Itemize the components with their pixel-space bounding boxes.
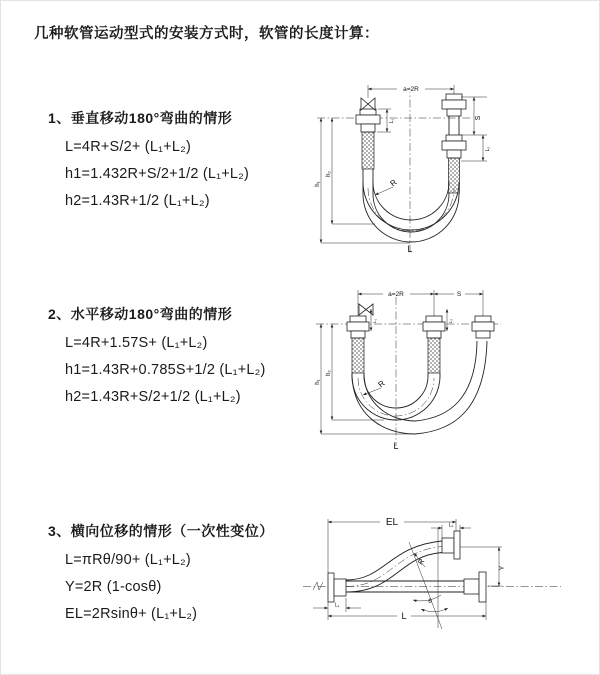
d3-label-length: L bbox=[401, 611, 407, 621]
section-1-heading: 1、垂直移动180°弯曲的情形 bbox=[48, 110, 233, 126]
formula-y: Y=2R (1-cosθ) bbox=[65, 579, 162, 595]
d3-label-offset: Y bbox=[499, 565, 506, 571]
d1-label-height-inner: h₂ bbox=[326, 171, 332, 177]
left-fitting bbox=[347, 316, 369, 373]
braid-section bbox=[449, 158, 460, 193]
right-fitting bbox=[472, 316, 494, 338]
section-vertical-movement bbox=[48, 108, 249, 209]
d2-label-fitting-left: L₁ bbox=[372, 318, 377, 324]
upper-flange-displaced bbox=[442, 531, 460, 559]
formula-length: L=4R+S/2+ (L₁+L₂) bbox=[65, 139, 191, 155]
d1-label-length: L bbox=[407, 244, 413, 254]
diagram-vertical-180-bend bbox=[313, 81, 523, 253]
hose-arcs bbox=[363, 169, 459, 242]
diagram-lateral-displacement bbox=[299, 504, 589, 649]
formula-h2: h2=1.43R+1/2 (L₁+L₂) bbox=[65, 193, 210, 209]
d3-label-angle: θ bbox=[428, 598, 432, 605]
d2-label-shift: S bbox=[456, 291, 462, 298]
formula-h1: h1=1.43R+0.785S+1/2 (L₁+L₂) bbox=[65, 362, 266, 378]
d1-label-fitting-right: L₂ bbox=[485, 146, 491, 152]
d3-label-fitting-right: L₂ bbox=[448, 522, 454, 529]
formula-length: L=πRθ/90+ (L₁+L₂) bbox=[65, 552, 191, 568]
d3-label-top-length: EL bbox=[385, 517, 399, 528]
section-2-heading: 2、水平移动180°弯曲的情形 bbox=[48, 306, 233, 322]
d1-label-fitting-left: L₁ bbox=[389, 118, 395, 124]
d1-label-radius: R bbox=[388, 177, 399, 189]
formula-length: L=4R+1.57S+ (L₁+L₂) bbox=[65, 335, 208, 351]
section-horizontal-movement bbox=[48, 304, 266, 405]
braid-section bbox=[352, 338, 364, 373]
d3-label-fitting-left: L₁ bbox=[334, 602, 340, 609]
left-flange bbox=[328, 573, 346, 602]
formula-h1: h1=1.432R+S/2+1/2 (L₁+L₂) bbox=[65, 166, 250, 182]
braid-section bbox=[362, 132, 374, 169]
right-flange-original bbox=[464, 572, 486, 602]
section-lateral-displacement bbox=[48, 521, 274, 622]
d2-label-height-inner: h₂ bbox=[326, 370, 332, 376]
valve-icon bbox=[361, 98, 375, 110]
d2-label-length: L bbox=[393, 441, 399, 451]
page-title: 几种软管运动型式的安装方式时，软管的长度计算： bbox=[34, 26, 379, 42]
middle-fitting bbox=[423, 316, 445, 373]
hose-curved-position bbox=[346, 541, 442, 592]
dimensions bbox=[315, 84, 491, 254]
formula-h2: h2=1.43R+S/2+1/2 (L₁+L₂) bbox=[65, 389, 241, 405]
d2-label-span: a=2R bbox=[388, 291, 404, 298]
d2-label-radius: R bbox=[376, 378, 387, 390]
d3-label-radius: R bbox=[415, 556, 427, 567]
dimensions bbox=[315, 289, 483, 451]
d1-label-shift: S bbox=[475, 115, 482, 121]
section-3-heading: 3、横向位移的情形（一次性变位） bbox=[48, 523, 274, 539]
braid-section bbox=[428, 338, 440, 373]
d2-label-height-outer: h₁ bbox=[315, 379, 321, 385]
d1-label-height-outer: h₁ bbox=[315, 181, 321, 187]
left-fitting bbox=[356, 109, 380, 169]
right-fitting-upper bbox=[442, 94, 466, 116]
formula-el: EL=2Rsinθ+ (L₁+L₂) bbox=[65, 606, 198, 622]
diagram-horizontal-180-bend bbox=[309, 287, 509, 459]
right-pipe bbox=[449, 116, 459, 135]
d2-label-fitting-right: L₂ bbox=[448, 318, 453, 324]
d1-label-span: a=2R bbox=[403, 86, 419, 93]
dimensions bbox=[313, 516, 506, 621]
break-mark bbox=[313, 582, 323, 590]
right-fitting-lower bbox=[442, 135, 466, 193]
